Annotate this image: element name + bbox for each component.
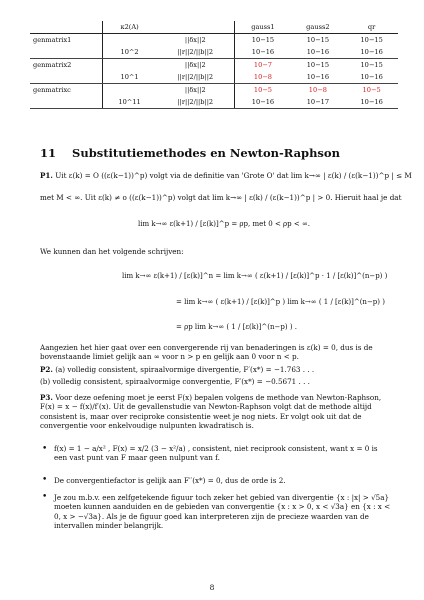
table-cell: 10^1 xyxy=(103,71,157,84)
table-row xyxy=(30,59,398,72)
p1-label: P1. xyxy=(40,171,53,180)
table-cell: 10−15 xyxy=(360,60,383,69)
p1-display-equation: lim k→∞ ε(k+1) / [ε(k)]^p = ρp, met 0 < ρp < ∞. xyxy=(138,220,311,228)
table-cell xyxy=(30,96,103,109)
table-cell: 10−5 xyxy=(235,84,291,97)
p2-a-text: (a) volledig consistent, spiraalvormige divergentie, F′(x*) = −1.763 . . . xyxy=(55,365,315,374)
p3-text: Voor deze oefening moet je eerst F(x) bepalen volgens de methode van Newton-Raphson, F(x) = x − f(x)/f′(x). Uit de gevallenstudie van Newton-Raphson volgt dat de methode altijd consistent is, maar over reciproke consistentie weet je nog niets. Er volgt ook uit dat de convergentie voor enkelvoudige nulpunten kwadratisch is. xyxy=(40,393,382,431)
table-cell: 10−16 xyxy=(235,96,291,109)
p1-line1-text: Uit ε(k) = O ((ε(k−1))^p) volgt via de definitie van 'Grote O' dat lim k→∞ | ε(k) / (ε(k−1))^p | ≤ M xyxy=(55,171,412,180)
table-row xyxy=(30,34,398,47)
bullet-icon: • xyxy=(42,444,48,454)
table-header-cell xyxy=(156,21,235,34)
table-cell: genmatrix1 xyxy=(33,35,72,44)
p1-line1 xyxy=(40,171,412,180)
table-row xyxy=(30,71,398,84)
p1-equation-1: lim k→∞ ε(k+1) / [ε(k)]^n = lim k→∞ ( ε(k+1) / [ε(k)]^p · 1 / [ε(k)]^(n−p) ) xyxy=(122,272,388,280)
table-cell xyxy=(30,71,103,84)
table-header-cell: κ2(A) xyxy=(103,21,157,34)
table-cell: 10−16 xyxy=(235,46,291,59)
bullet-icon: • xyxy=(42,492,48,502)
table-cell: 10−15 xyxy=(360,35,383,44)
table-cell: 10−15 xyxy=(235,34,291,47)
p1-intro: We kunnen dan het volgende schrijven: xyxy=(40,247,184,256)
table-cell: genmatrix2 xyxy=(33,60,72,69)
bullet-icon: • xyxy=(42,475,48,485)
table-header-cell: gauss2 xyxy=(291,21,346,34)
section-number: 11 xyxy=(40,146,57,160)
table-cell: 10−16 xyxy=(291,46,346,59)
table-row xyxy=(30,46,398,59)
table-cell: genmatrixc xyxy=(33,85,71,94)
p3-bullet-1: f(x) = 1 − a/x² , F(x) = x/2 (3 − x²/a) , consistent, niet reciprook consistent, want x = 0 is een vast punt van F maar geen nulpunt van f. xyxy=(54,444,378,463)
table-cell: 10^11 xyxy=(103,96,157,109)
table-cell: 10−16 xyxy=(345,96,398,109)
table-cell: 10−17 xyxy=(291,96,346,109)
table-cell: 10−8 xyxy=(308,85,327,94)
table-cell: 10−8 xyxy=(235,71,291,84)
table-row xyxy=(30,96,398,109)
p3-bullet-3: Je zou m.b.v. een zelfgetekende figuur toch zeker het gebied van divergentie {x : |x| > √5a} moeten kunnen aanduiden en de gebieden van convergentie {x : x > 0, x < √3a} en {x : x < 0, x > −√3a}. Als je de figuur goed kan interpreteren zijn de precieze waarden van de intervallen minder belangrijk. xyxy=(54,493,391,531)
table-cell xyxy=(30,46,103,59)
table-cell: 10−16 xyxy=(345,46,398,59)
p3-label: P3. xyxy=(40,393,53,402)
table-header-cell: qr xyxy=(345,21,398,34)
p1-conclusion: Aangezien het hier gaat over een convergerende rij van benaderingen is ε(k) = 0, dus is de bovenstaande limiet gelijk aan ∞ voor n > p en gelijk aan 0 voor n < p. xyxy=(40,343,373,362)
table-cell xyxy=(103,34,157,47)
section-title: Substitutiemethodes en Newton-Raphson xyxy=(72,146,340,160)
table-cell: 10−15 xyxy=(306,35,330,44)
table-cell: 10−15 xyxy=(306,60,330,69)
table-cell: 10−16 xyxy=(345,71,398,84)
table-cell: ||r||2/||b||2 xyxy=(156,96,235,109)
p2-line-b: (b) volledig consistent, spiraalvormige convergentie, F′(x*) = −0.5671 . . . xyxy=(40,377,310,386)
table-cell: 10−5 xyxy=(362,85,381,94)
p1-equation-2: = lim k→∞ ( ε(k+1) / [ε(k)]^p ) lim k→∞ ( 1 / [ε(k)]^(n−p) ) xyxy=(176,298,385,306)
results-table xyxy=(30,21,398,109)
p1-line2: met M < ∞. Uit ε(k) ≠ o ((ε(k−1))^p) volgt dat lim k→∞ | ε(k) / (ε(k−1))^p | > 0. Hieruit haal je dat xyxy=(40,193,402,202)
table-cell: 10−16 xyxy=(291,71,346,84)
table-header-cell xyxy=(30,21,103,34)
table-cell xyxy=(103,84,157,97)
table-cell: 10−7 xyxy=(235,59,291,72)
p3-intro xyxy=(40,393,392,431)
section-heading xyxy=(40,146,340,160)
table-header-cell: gauss1 xyxy=(235,21,291,34)
p1-equation-3: = ρp lim k→∞ ( 1 / [ε(k)]^(n−p) ) . xyxy=(176,323,298,331)
table-cell: ||δx||2 xyxy=(184,85,206,94)
table-cell: ||r||2/||b||2 xyxy=(156,71,235,84)
p2-label: P2. xyxy=(40,365,53,374)
table-cell: ||δx||2 xyxy=(184,35,206,44)
table-cell: 10^2 xyxy=(103,46,157,59)
table-cell: ||r||2/||b||2 xyxy=(156,46,235,59)
page-number: 8 xyxy=(209,583,215,592)
table-header-row xyxy=(30,21,398,34)
table-cell: ||δx||2 xyxy=(184,60,206,69)
p2-line-a xyxy=(40,365,314,374)
p3-bullet-2: De convergentiefactor is gelijk aan F′′(x*) = 0, dus de orde is 2. xyxy=(54,476,286,485)
table-row xyxy=(30,84,398,97)
table-cell xyxy=(103,59,157,72)
